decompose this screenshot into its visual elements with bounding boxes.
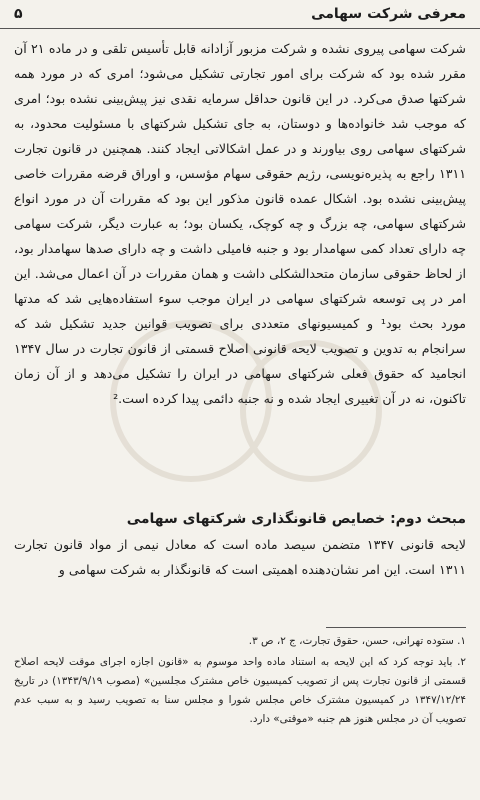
- footnote-1: ۱. ستوده تهرانی، حسن، حقوق تجارت، ج ۲، ص ۳.: [248, 635, 466, 647]
- page-number: ۵: [14, 6, 23, 22]
- section-paragraph: لایحه قانونی ۱۳۴۷ متضمن سیصد ماده است که معادل نیمی از مواد قانون تجارت ۱۳۱۱ است. این امر نشان‌دهنده اهمیتی است که قانونگذار به شرکت سهامی و: [14, 537, 466, 577]
- body-paragraph: شرکت سهامی پیروی نشده و شرکت مزبور آزادانه قابل تأسیس تلقی و در ماده ۲۱ آن مقرر شده بود که شرکت برای امور تجارتی تشکیل می‌شود؛ امری که در مورد همه شرکتها صدق می‌کرد. در این قانون حداقل سرمایه نقدی نیز پیش‌بینی نشده بود؛ امری که موجب شد خانواده‌ها و دوستان، به جای تشکیل شرکتهای با مسئولیت محدود، به شرکتهای سهامی روی بیاورند و در عمل اشکالاتی ایجاد کنند. همچنین در قانون تجارت ۱۳۱۱ راجع به پذیره‌نویسی، رژیم حقوقی سهام مؤسس، و اوراق قرضه مقررات خاصی پیش‌بینی نشده بود. اشکال عمده قانون مذکور این بود که مقررات آن در مورد انواع شرکتهای سهامی، چه بزرگ و چه کوچک، یکسان بود؛ به عبارت دیگر، شرکت سهامی چه دارای تعداد کمی سهامدار بود و جنبه فامیلی داشت و چه دارای صدها سهامدار بود، از لحاظ حقوقی سازمان متحدالشکلی داشت و همان مقررات در آن اعمال می‌شد. این امر در پی توسعه شرکتهای سهامی در ایران موجب سوء استفاده‌هایی شد که مدتها مورد بحث بود¹ و کمیسیونهای متعددی برای تصویب قوانین جدید تشکیل شد که سرانجام به تدوین و تصویب لایحه قانونی اصلاح قسمتی از قانون تجارت در سال ۱۳۴۷ انجامید که حقوق فعلی شرکتهای سهامی در ایران را تشکیل می‌دهد و از آن زمان تاکنون، نه در آن تغییری ایجاد شده و نه جنبه دائمی پیدا کرده است.²: [14, 41, 466, 406]
- page-header: [0, 0, 480, 29]
- section-heading: مبحث دوم: خصایص قانونگذاری شرکتهای سهامی: [126, 511, 466, 527]
- footnotes: [14, 632, 466, 731]
- running-title: معرفی شرکت سهامی: [311, 6, 466, 22]
- footnote-2: ۲. باید توجه کرد که این لایحه به استناد ماده واحد موسوم به «قانون اجازه اجرای موقت لایحه اصلاح قسمتی از قانون تجارت پس از تصویب کمیسیون خاص مشترک مجلسین» (مصوب ۱۳۴۳/۹/۱۹) در تاریخ ۱۳۴۷/۱۲/۲۴ در کمیسیون مشترک خاص مجلس شورا و مجلس سنا به تصویب رسید و به سبب عدم تصویب آن در مجلس هنوز هم جنبه «موقتی» دارد.: [14, 656, 466, 725]
- footnote-divider: [326, 627, 466, 628]
